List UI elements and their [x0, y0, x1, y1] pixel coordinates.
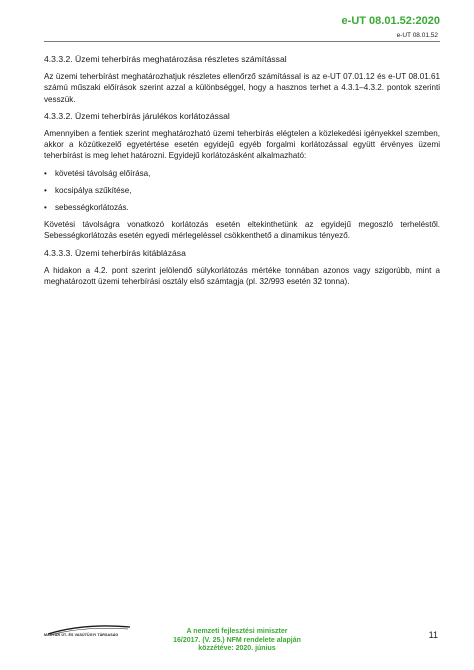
section-heading: 4.3.3.3. Üzemi teherbírás kitáblázása [44, 247, 186, 258]
organization-name: MAGYAR ÚT- ÉS VASÚTÜGYI TÁRSASÁG [44, 633, 119, 637]
document-code: e-UT 08.01.52:2020 [341, 15, 440, 27]
publication-line: A nemzeti fejlesztési miniszter [186, 628, 288, 635]
document-body [44, 54, 440, 293]
list-item: • kocsipálya szűkítése, [44, 185, 440, 196]
body-paragraph: A hidakon a 4.2. pont szerint jelölendő súlykorlátozás mértéke tonnában azonos vagy szigorúbb, mint a meghatározott üzemi teherbírási osztály első számtagja (pl. 32/993 esetén 32 tonna). [44, 265, 440, 287]
section-additional-restriction [44, 111, 440, 242]
page-number: 11 [428, 630, 438, 640]
publication-line: 16/2017. (V. 25.) NFM rendelete alapján [173, 636, 301, 644]
body-paragraph: Amennyiben a fentiek szerint meghatározható üzemi teherbírás elégtelen a közlekedési igényekkel szemben, akkor a közútkezelő egyetértése esetén egyidejű egyéb forgalmi korlátozással együtt érvényes üzemi teherbírást is meg lehet határozni. Egyidejű korlátozásként alkalmazható: [44, 129, 440, 161]
header-divider [44, 41, 440, 42]
list-item: • sebességkorlátozás. [44, 202, 440, 213]
section-signage [44, 248, 440, 288]
section-detailed-calculation [44, 54, 440, 105]
list-item: • követési távolság előírása, [44, 168, 440, 179]
restriction-list [44, 168, 440, 214]
section-heading: 4.3.3.2. Üzemi teherbírás meghatározása részletes számítással [44, 54, 287, 64]
body-paragraph: Az üzemi teherbírást meghatározhatjuk részletes ellenőrző számítással is az e-UT 07.01.12 és e-UT 08.01.61 számú műszaki előírások szerint azzal a különbséggel, hogy a hasznos terhet a 4.3.1–4.3.2. pontok szerinti vesszük. [44, 72, 440, 104]
section-heading: 4.3.3.2. Üzemi teherbírás járulékos korlátozással [44, 110, 230, 121]
publication-line: közzétéve: 2020. június [198, 645, 276, 652]
body-paragraph: Követési távolságra vonatkozó korlátozás esetén eltekinthetünk az egyidejű megoszló terheléstől. Sebességkorlátozás esetén egyedi mérlegeléssel csökkenthető a dinamikus tényező. [44, 220, 440, 241]
document-subcode: e-UT 08.01.52 [396, 32, 438, 39]
publication-note [130, 628, 344, 654]
